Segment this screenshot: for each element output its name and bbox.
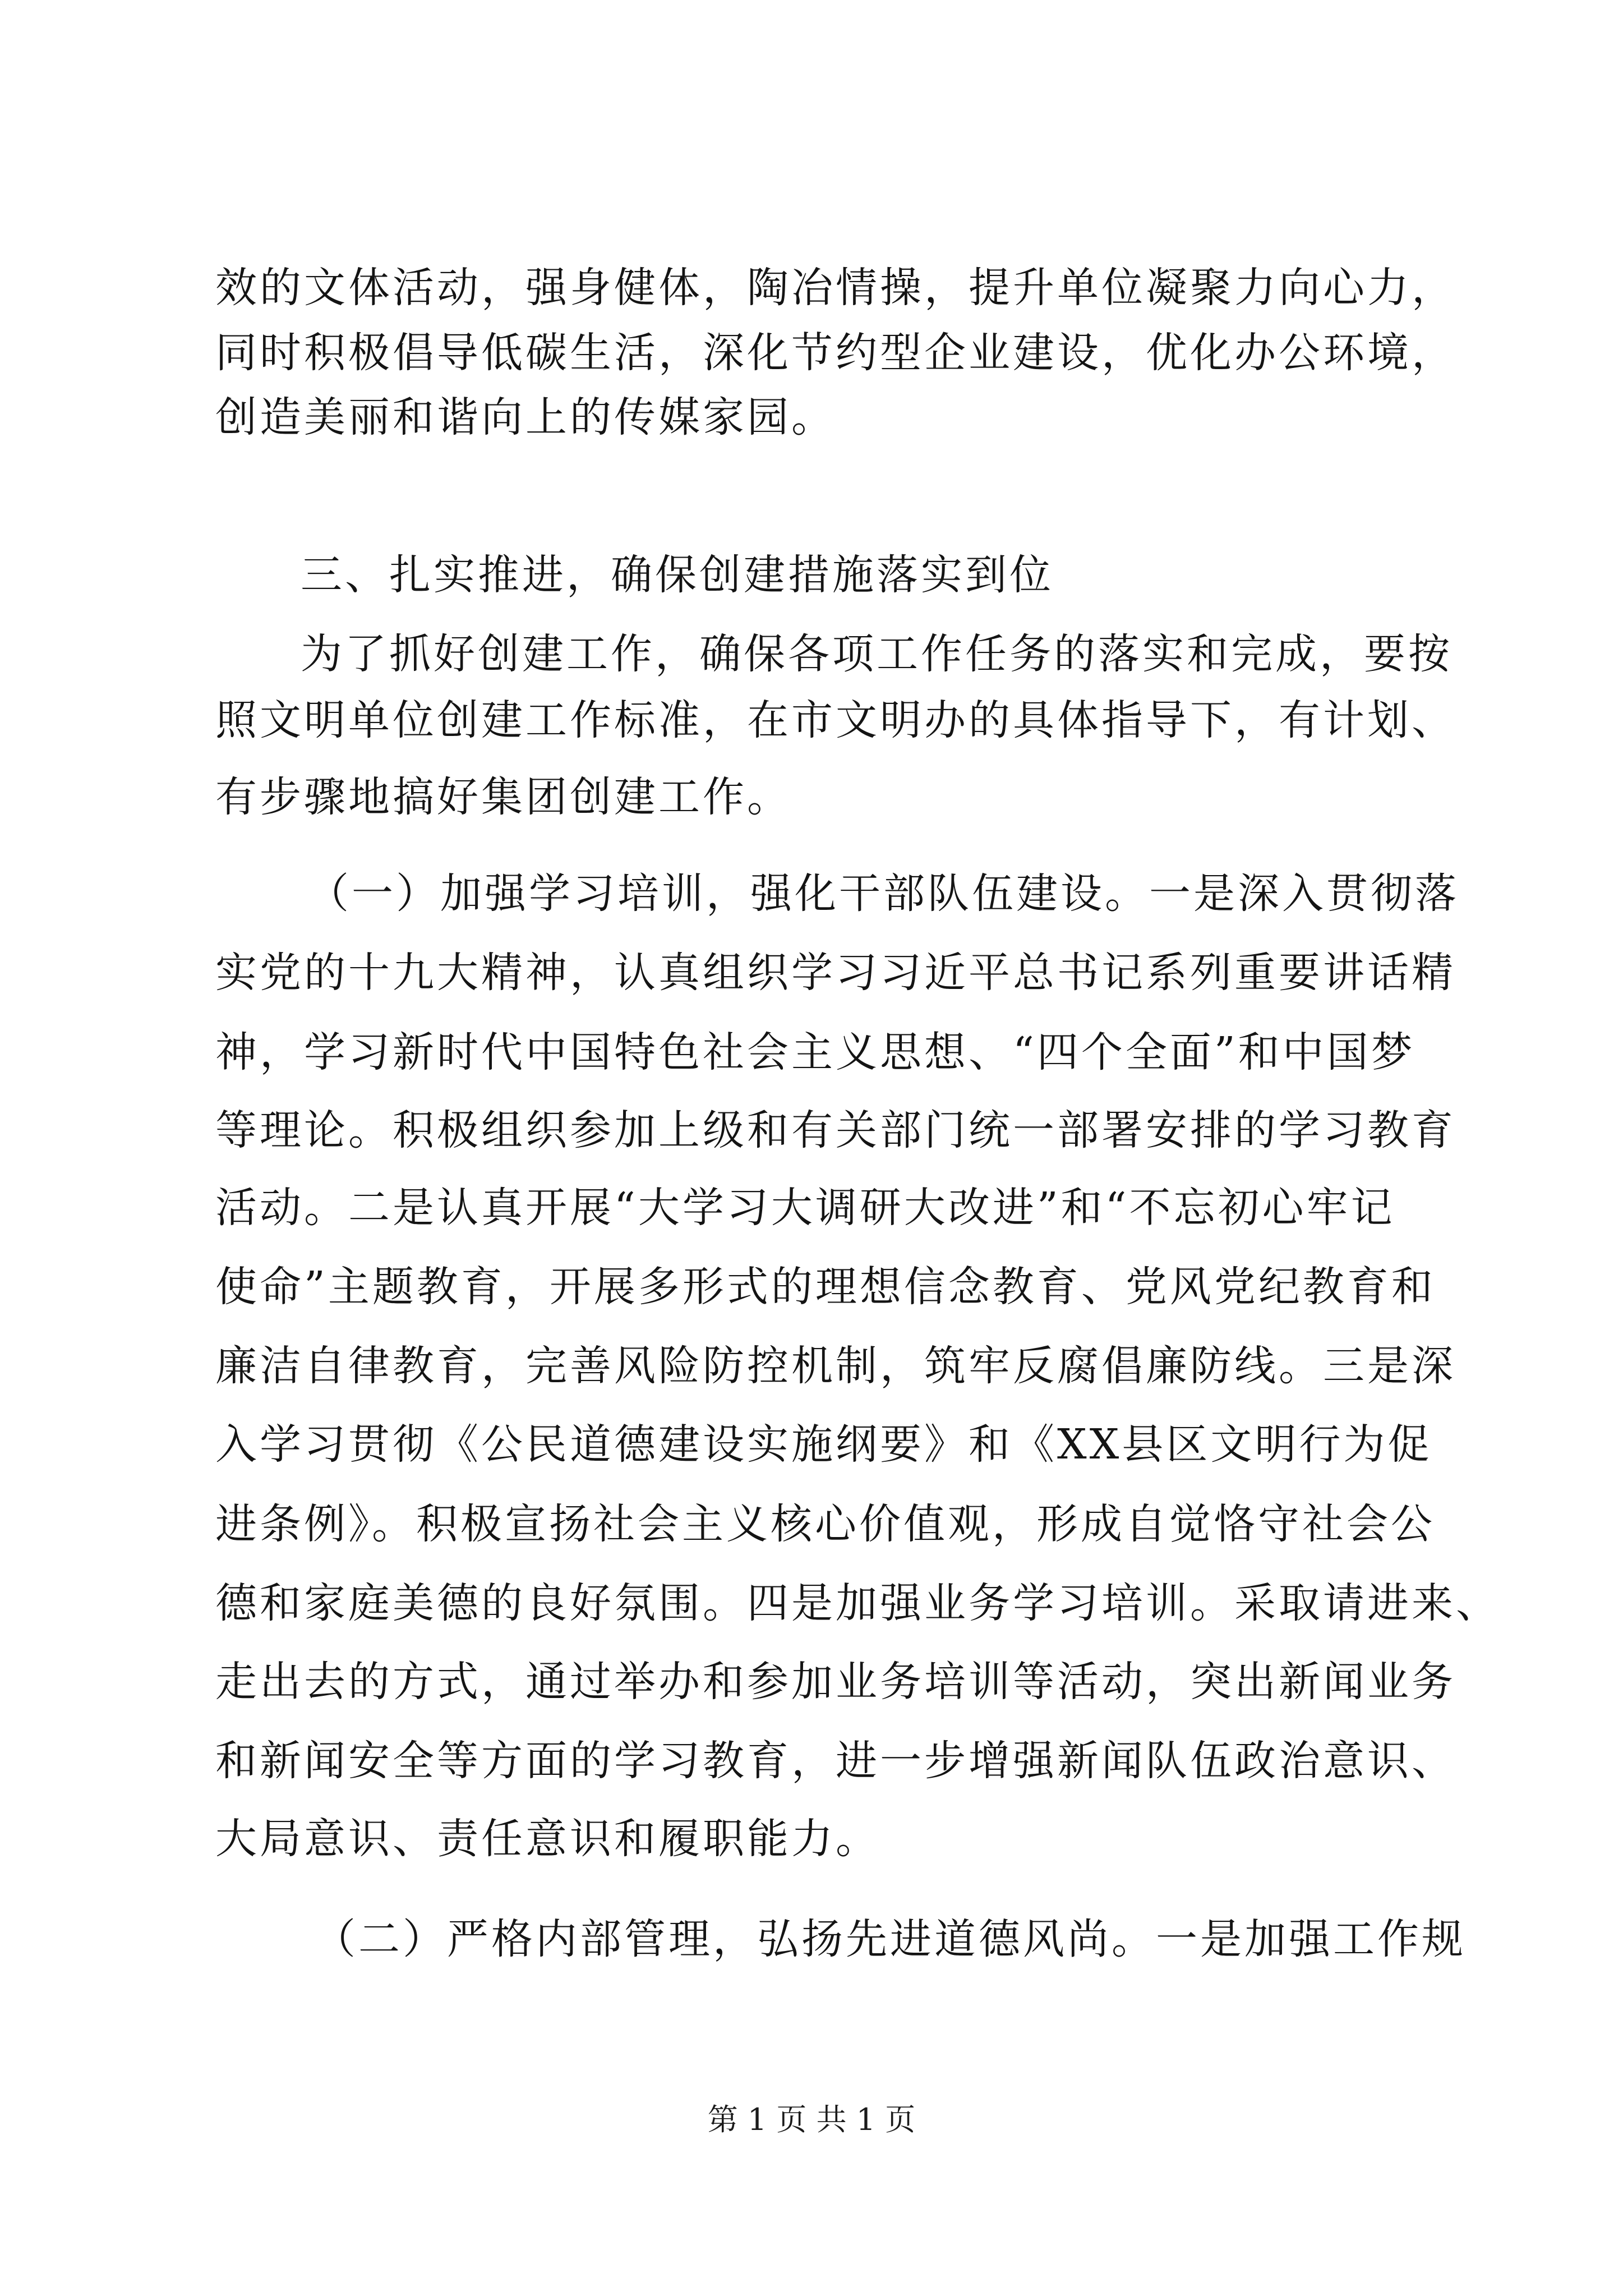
body-text-line: 为了抓好创建工作，确保各项工作任务的落实和完成，要按	[301, 630, 1453, 678]
body-text-line: 神，学习新时代中国特色社会主义思想、“四个全面”和中国梦	[215, 1028, 1415, 1076]
body-text-line: 大局意识、责任意识和履职能力。	[215, 1815, 880, 1863]
body-text-line: 入学习贯彻《公民道德建设实施纲要》和《XX县区文明行为促	[215, 1420, 1432, 1469]
body-text-line: 同时积极倡导低碳生活，深化节约型企业建设，优化办公环境，	[215, 329, 1456, 377]
body-text-line: （二）严格内部管理，弘扬先进道德风尚。一是加强工作规	[314, 1915, 1466, 1963]
body-text-line: 和新闻安全等方面的学习教育，进一步增强新闻队伍政治意识、	[215, 1737, 1456, 1785]
body-text-line: 有步骤地搞好集团创建工作。	[215, 773, 791, 821]
body-text-line: 等理论。积极组织参加上级和有关部门统一部署安排的学习教育	[215, 1106, 1456, 1154]
body-text-line: 走出去的方式，通过举办和参加业务培训等活动，突出新闻业务	[215, 1658, 1456, 1706]
body-text-line: 使命”主题教育，开展多形式的理想信念教育、党风党纪教育和	[215, 1263, 1436, 1311]
body-text-line: （一）加强学习培训，强化干部队伍建设。一是深入贯彻落	[307, 869, 1459, 918]
section-heading: 三、扎实推进，确保创建措施落实到位	[301, 551, 1054, 599]
page-number-footer: 第 1 页 共 1 页	[707, 2102, 916, 2137]
body-text-line: 实党的十九大精神，认真组织学习习近平总书记系列重要讲话精	[215, 949, 1456, 997]
body-text-line: 创造美丽和谐向上的传媒家园。	[215, 393, 836, 441]
body-text-line: 照文明单位创建工作标准，在市文明办的具体指导下，有计划、	[215, 696, 1456, 744]
body-text-line: 活动。二是认真开展“大学习大调研大改进”和“不忘初心牢记	[215, 1184, 1395, 1232]
body-text-line: 效的文体活动，强身健体，陶冶情操，提升单位凝聚力向心力，	[215, 264, 1456, 312]
body-text-line: 廉洁自律教育，完善风险防控机制，筑牢反腐倡廉防线。三是深	[215, 1342, 1456, 1390]
body-text-line: 德和家庭美德的良好氛围。四是加强业务学习培训。采取请进来、	[215, 1579, 1500, 1627]
body-text-line: 进条例》。积极宣扬社会主义核心价值观，形成自觉恪守社会公	[215, 1500, 1435, 1548]
